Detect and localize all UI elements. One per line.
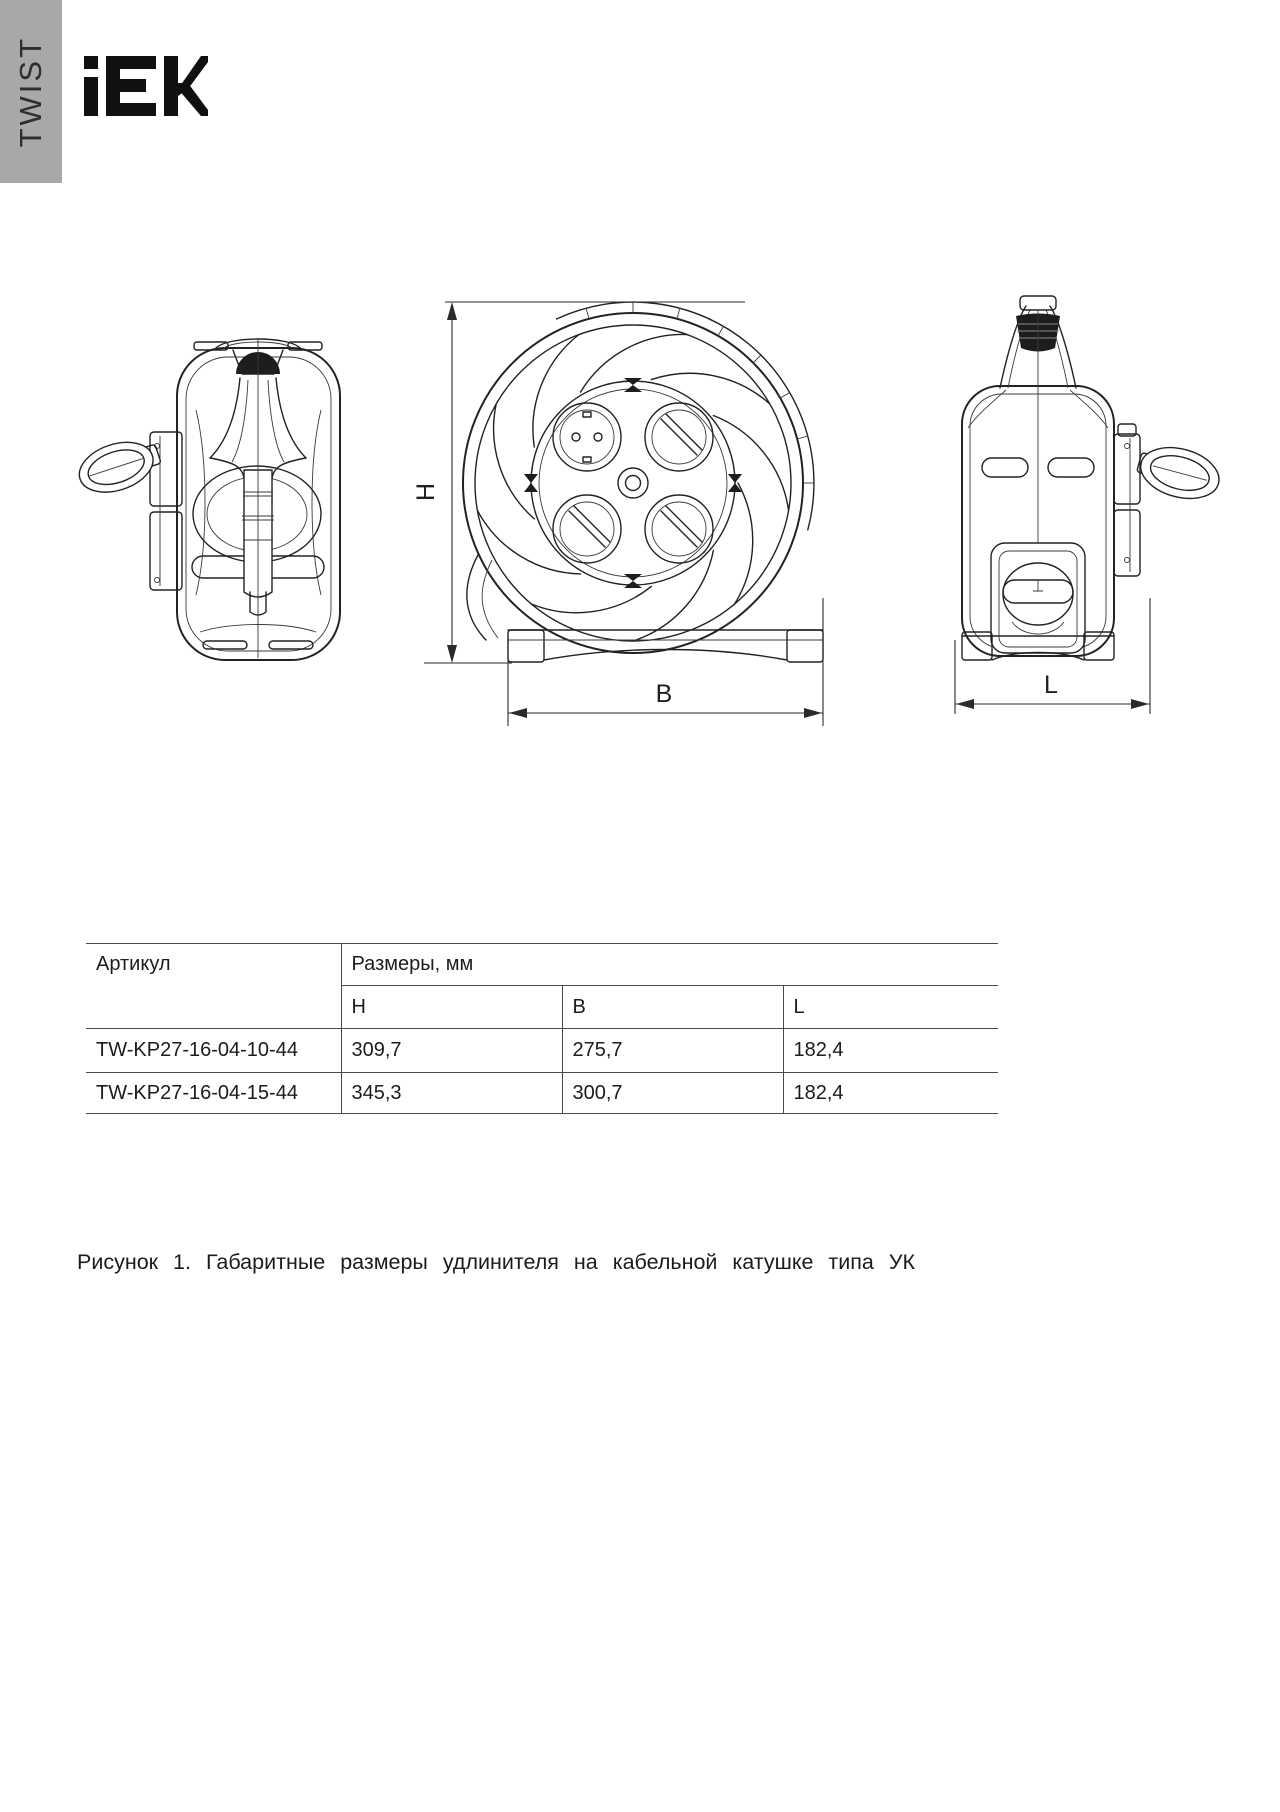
dimensions-table: [86, 943, 998, 1114]
cell-l: 182,4: [783, 1073, 998, 1114]
iek-logo: [84, 56, 208, 116]
dimension-b: [508, 598, 823, 726]
header-article: Артикул: [86, 944, 341, 1029]
header-dimensions-group: Размеры, мм: [341, 944, 998, 986]
side-view-left-drawing: [73, 339, 340, 660]
header-h: H: [341, 986, 562, 1029]
cell-l: 182,4: [783, 1029, 998, 1073]
series-tab: [0, 0, 62, 183]
cell-article: TW-KP27-16-04-10-44: [86, 1029, 341, 1073]
cell-article: TW-KP27-16-04-15-44: [86, 1073, 341, 1114]
cell-b: 275,7: [562, 1029, 783, 1073]
front-view-drawing: [463, 302, 823, 662]
table-row: [86, 1073, 998, 1114]
header-l: L: [783, 986, 998, 1029]
table-header-row-1: [86, 944, 998, 986]
series-tab-label: TWIST: [13, 35, 48, 148]
iek-logo-glyphs: [84, 56, 208, 116]
dimension-l-label: L: [1044, 671, 1058, 699]
cell-h: 345,3: [341, 1073, 562, 1114]
table-row: [86, 1029, 998, 1073]
dimension-b-label: B: [655, 680, 673, 708]
side-view-right-drawing: [962, 296, 1220, 660]
dimensional-drawing: [60, 250, 1220, 740]
cell-b: 300,7: [562, 1073, 783, 1114]
figure-caption: Рисунок 1. Габаритные размеры удлинителя на кабельной катушке типа УК: [77, 1250, 916, 1274]
cell-h: 309,7: [341, 1029, 562, 1073]
dimension-h-label: H: [412, 482, 440, 502]
header-b: B: [562, 986, 783, 1029]
